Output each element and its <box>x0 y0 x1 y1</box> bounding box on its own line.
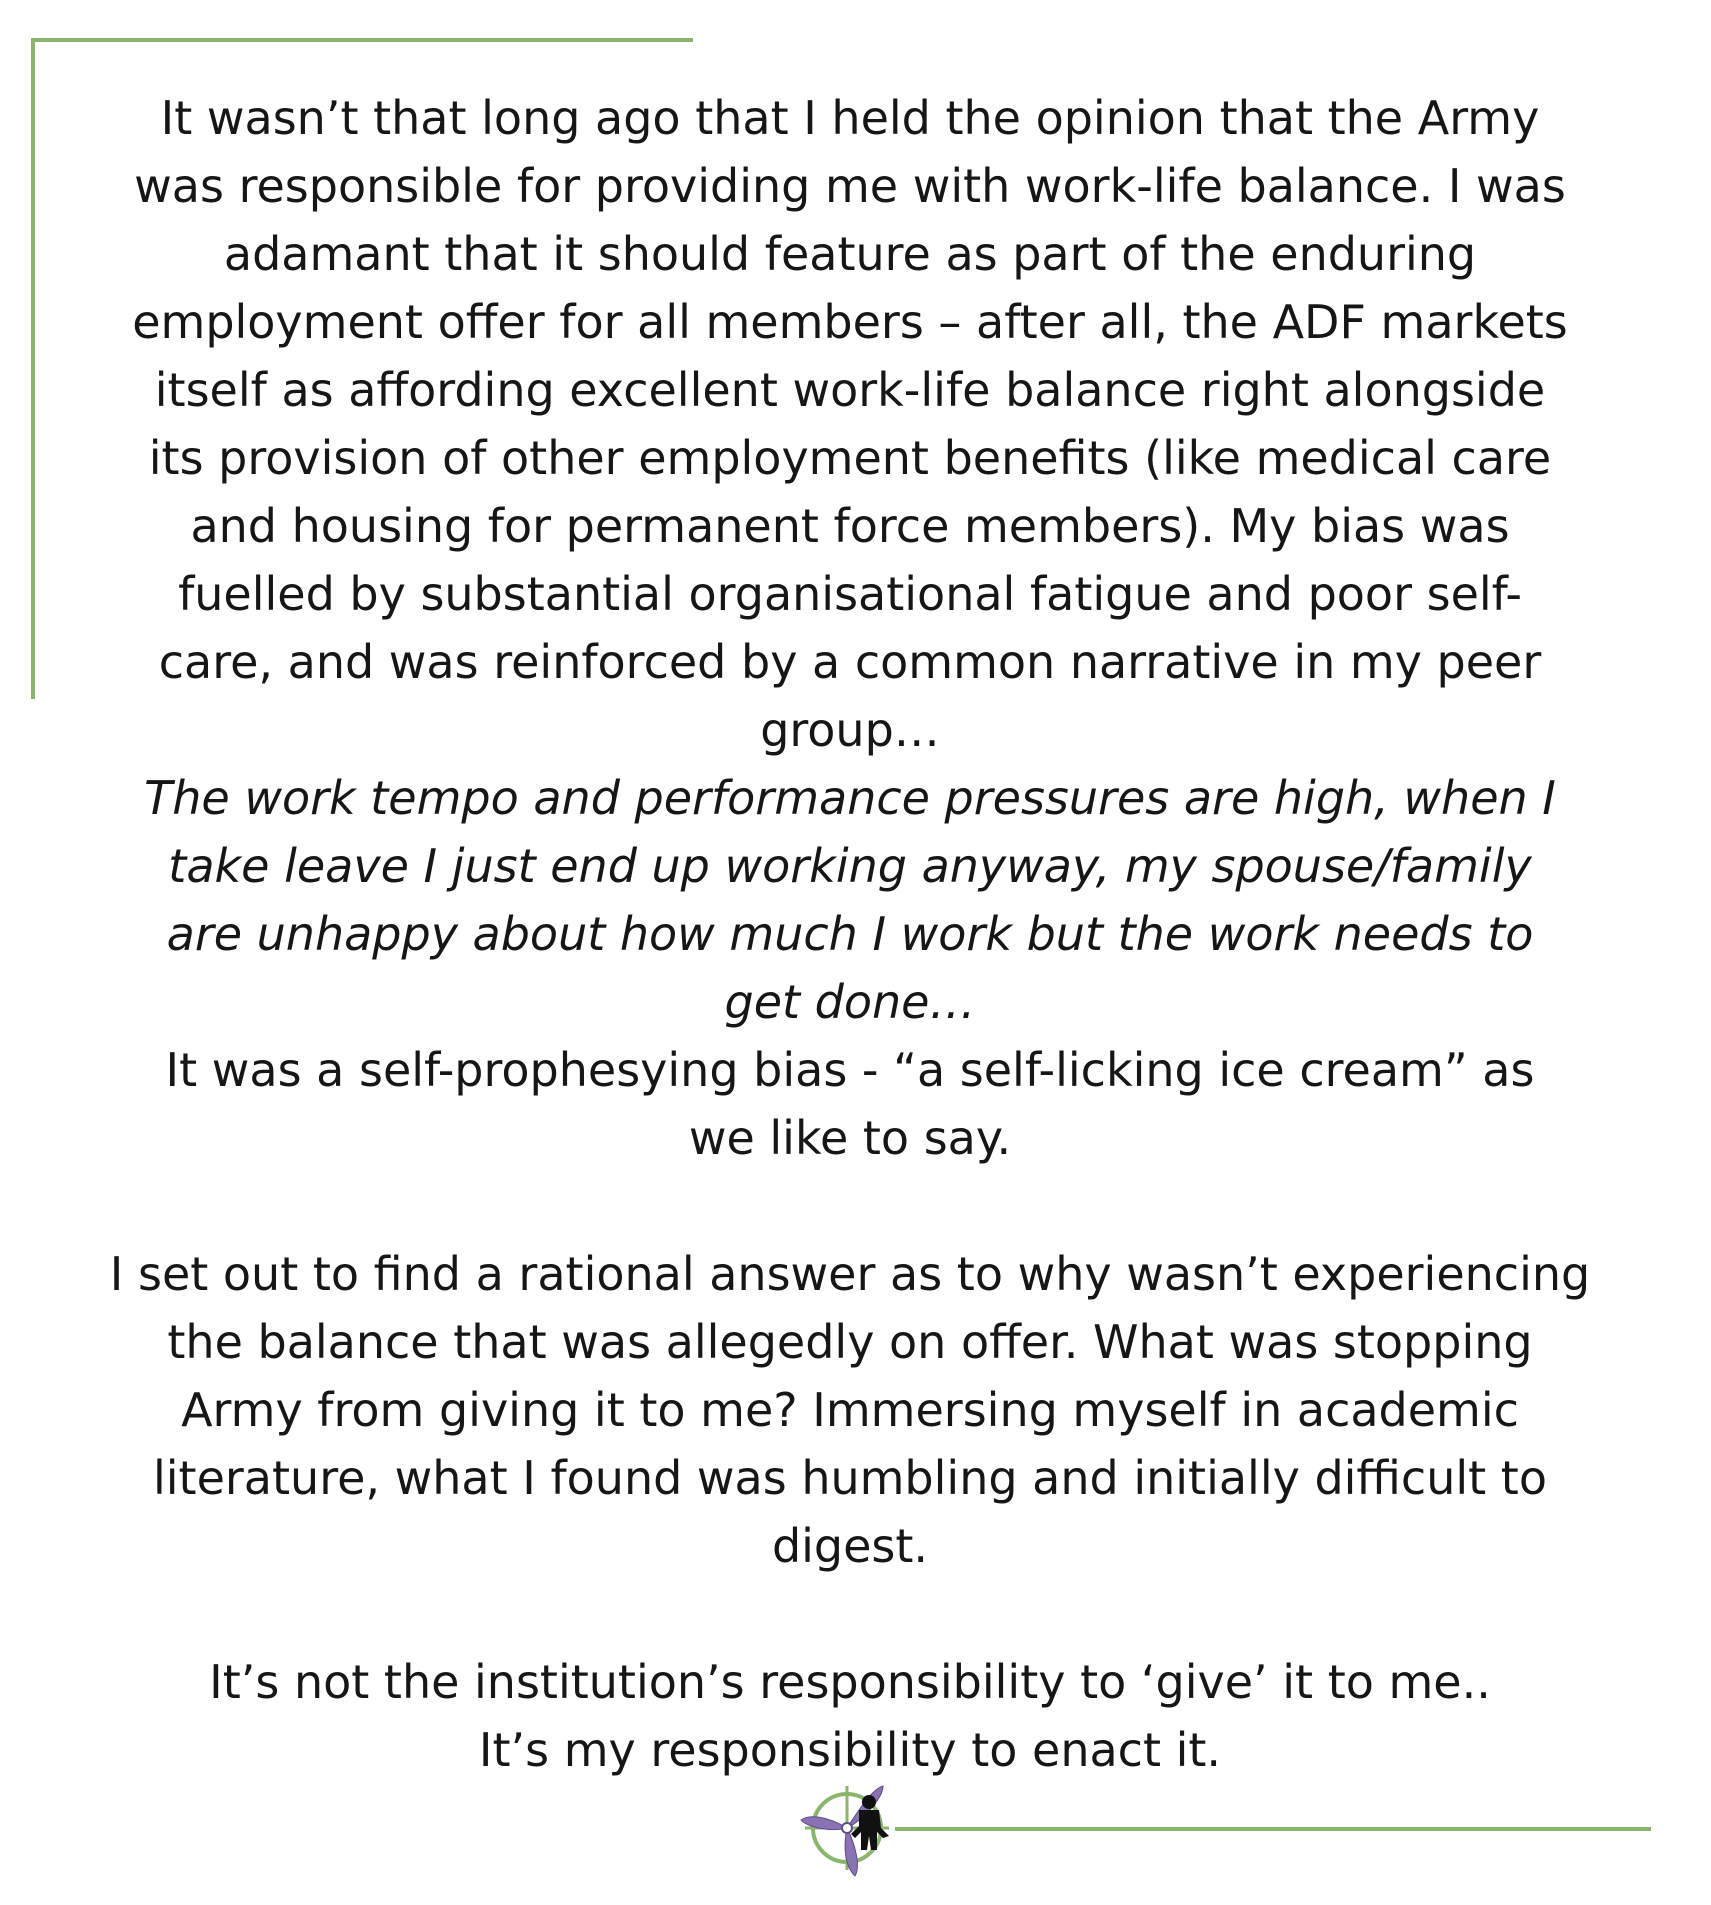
frame-top-rule <box>31 38 693 42</box>
paragraph-spacer <box>80 1580 1620 1648</box>
conclusion-line-1: It’s not the institution’s responsibility to ‘give’ it to me.. <box>209 1655 1491 1709</box>
paragraph-bias: It was a self-prophesying bias - “a self-licking ice cream” as we like to say. <box>165 1043 1535 1165</box>
article-body <box>80 84 1620 1784</box>
paragraph-spacer <box>80 1172 1620 1240</box>
conclusion-line-2: It’s my responsibility to enact it. <box>478 1723 1222 1777</box>
frame-bottom-rule <box>895 1827 1651 1831</box>
crosshair-propeller-soldier-icon <box>797 1776 902 1881</box>
italic-quote: The work tempo and performance pressures are high, when I take leave I just end up working anyway, my spouse/family are unhappy about how much I work but the work needs to get done… <box>144 771 1556 1029</box>
frame-left-rule <box>31 38 35 699</box>
paragraph-intro: It wasn’t that long ago that I held the opinion that the Army was responsible for providing me with work-life balance. I was adamant that it should feature as part of the enduring employment offer for all members – after all, the ADF markets itself as affording excellent work-life balance right alongside its provision of other employment benefits (like medical care and housing for permanent force members). My bias was fuelled by substantial organisational fatigue and poor self- care, and was reinforced by a common narrative in my peer group… <box>132 91 1568 757</box>
paragraph-research: I set out to find a rational answer as to why wasn’t experiencing the balance that was allegedly on offer. What was stopping Army from giving it to me? Immersing myself in academic literature, what I found was humbling and initially difficult to digest. <box>109 1247 1591 1573</box>
